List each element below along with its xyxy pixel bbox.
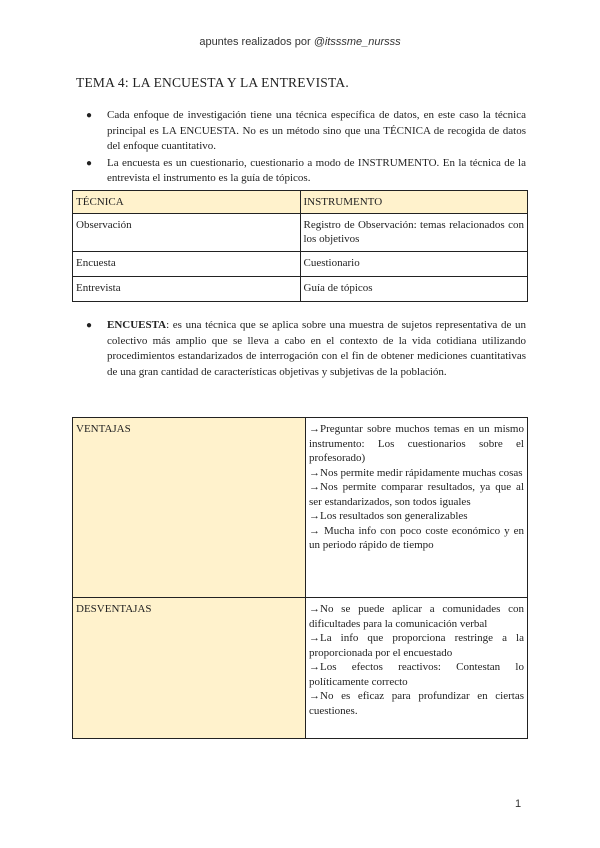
bullet-icon: ●: [86, 157, 93, 169]
list-item: →Los efectos reactivos: Contestan lo políticamente correcto: [309, 661, 524, 688]
table-cell: Cuestionario: [300, 251, 528, 276]
bullet-text: Cada enfoque de investigación tiene una técnica específica de datos, en este caso la técnica principal es LA ENCUESTA. No es un método sino que una TÉCNICA de recogida de datos del enfoque cuantitativo.: [107, 109, 526, 152]
table-row: [73, 251, 528, 276]
encuesta-term: ENCUESTA: [107, 319, 167, 331]
encuesta-definition: : es una técnica que se aplica sobre una muestra de sujetos representativa de un colectivo más amplio que se lleva a cabo en el contexto de la vida cotidiana utilizando procedimientos estandarizados de interrogación con el fin de obtener mediciones cuantitativas de una gran cantidad de características objetivas y subjetivas de la población.: [107, 319, 526, 378]
table-row: [73, 213, 528, 251]
list-item: [76, 318, 526, 380]
list-item: →No se puede aplicar a comunidades con dificultades para la comunicación verbal: [309, 603, 524, 630]
author-handle: @itsssme_nursss: [313, 36, 401, 48]
header-prefix: apuntes realizados por: [199, 36, 314, 48]
pros-cons-table: [72, 417, 528, 739]
desventajas-label: DESVENTAJAS: [73, 598, 306, 739]
list-item: →Preguntar sobre muchos temas en un mismo instrumento: Los cuestionarios sobre el profesorado): [309, 423, 524, 464]
page-number: 1: [515, 798, 522, 810]
table-row: [73, 276, 528, 301]
encuesta-bullet-list: [76, 318, 526, 381]
list-item: →La info que proporciona restringe a la proporcionada por el encuestado: [309, 632, 524, 659]
column-header: INSTRUMENTO: [300, 191, 528, 214]
intro-bullet-list: [76, 108, 526, 188]
bullet-text: La encuesta es un cuestionario, cuestionario a modo de INSTRUMENTO. En la técnica de la entrevista el instrumento es la guía de tópicos.: [107, 156, 526, 184]
list-item: [76, 156, 526, 187]
list-item: →Los resultados son generalizables: [309, 510, 468, 522]
list-item: →Nos permite medir rápidamente muchas cosas: [309, 466, 523, 479]
column-header: TÉCNICA: [73, 191, 301, 214]
table-cell: Guía de tópicos: [300, 276, 528, 301]
table-header-row: [73, 191, 528, 214]
table-row: [73, 418, 528, 598]
list-item: →Nos permite comparar resultados, ya que al ser estandarizados, son todos iguales: [309, 481, 524, 508]
table-cell: Encuesta: [73, 251, 301, 276]
techniques-table: [72, 190, 528, 302]
table-cell: Observación: [73, 213, 301, 251]
table-row: [73, 598, 528, 739]
bullet-icon: ●: [86, 110, 93, 121]
table-cell: Entrevista: [73, 276, 301, 301]
table-cell: Registro de Observación: temas relacionados con los objetivos: [300, 213, 528, 251]
desventajas-list: [306, 598, 528, 739]
ventajas-label: VENTAJAS: [73, 418, 306, 598]
ventajas-list: [306, 418, 528, 598]
page-header: [0, 36, 600, 48]
list-item: → Mucha info con poco coste económico y en un periodo rápido de tiempo: [309, 524, 524, 551]
list-item: →No es eficaz para profundizar en ciertas cuestiones.: [309, 690, 524, 717]
bullet-icon: ●: [86, 320, 93, 331]
list-item: [76, 108, 526, 155]
document-title: TEMA 4: LA ENCUESTA Y LA ENTREVISTA.: [76, 75, 349, 90]
